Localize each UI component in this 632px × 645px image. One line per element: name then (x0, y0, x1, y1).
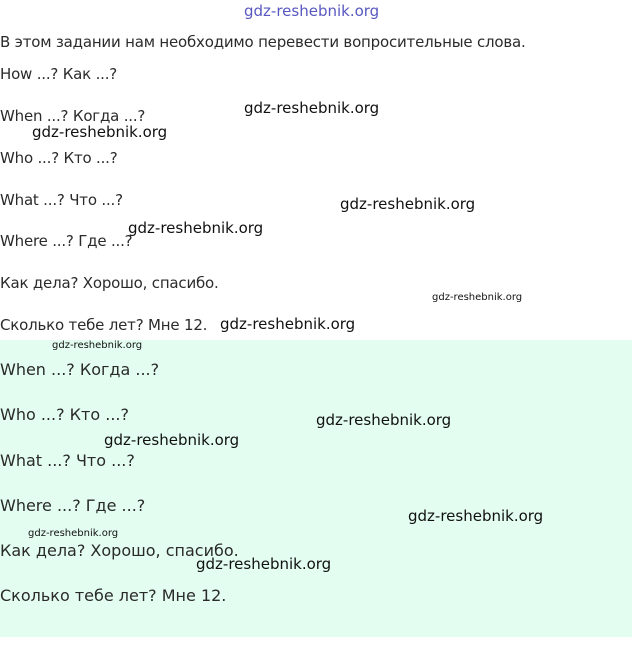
watermark: gdz-reshebnik.org (32, 123, 168, 141)
highlight-line-how-old: Сколько тебе лет? Мне 12. (0, 586, 227, 605)
highlight-line-where: Where ...? Где ...? (0, 496, 146, 515)
highlight-line-how-are-you: Как дела? Хорошо, спасибо. (0, 541, 239, 560)
watermark: gdz-reshebnik.org (104, 431, 240, 449)
watermark: gdz-reshebnik.org (244, 99, 380, 117)
line-when: When ...? Когда ...? (0, 107, 146, 125)
watermark: gdz-reshebnik.org (316, 411, 452, 429)
watermark-top: gdz-reshebnik.org (244, 2, 380, 20)
line-how-are-you: Как дела? Хорошо, спасибо. (0, 274, 219, 292)
line-where: Where ...? Где ...? (0, 232, 133, 250)
watermark-small: gdz-reshebnik.org (52, 340, 143, 351)
watermark: gdz-reshebnik.org (128, 219, 264, 237)
highlight-line-who: Who ...? Кто ...? (0, 405, 129, 424)
line-who: Who ...? Кто ...? (0, 149, 118, 167)
highlight-line-what: What ...? Что ...? (0, 451, 135, 470)
watermark-small: gdz-reshebnik.org (432, 292, 523, 303)
watermark: gdz-reshebnik.org (340, 195, 476, 213)
watermark: gdz-reshebnik.org (408, 507, 544, 525)
intro-text: В этом задании нам необходимо перевести вопросительные слова. (0, 33, 526, 51)
watermark: gdz-reshebnik.org (196, 555, 332, 573)
line-how: How ...? Как ...? (0, 65, 118, 83)
highlight-line-when: When ...? Когда ...? (0, 360, 160, 379)
line-what: What ...? Что ...? (0, 191, 123, 209)
line-how-old: Сколько тебе лет? Мне 12. (0, 316, 208, 334)
watermark-small: gdz-reshebnik.org (28, 528, 119, 539)
watermark: gdz-reshebnik.org (220, 315, 356, 333)
